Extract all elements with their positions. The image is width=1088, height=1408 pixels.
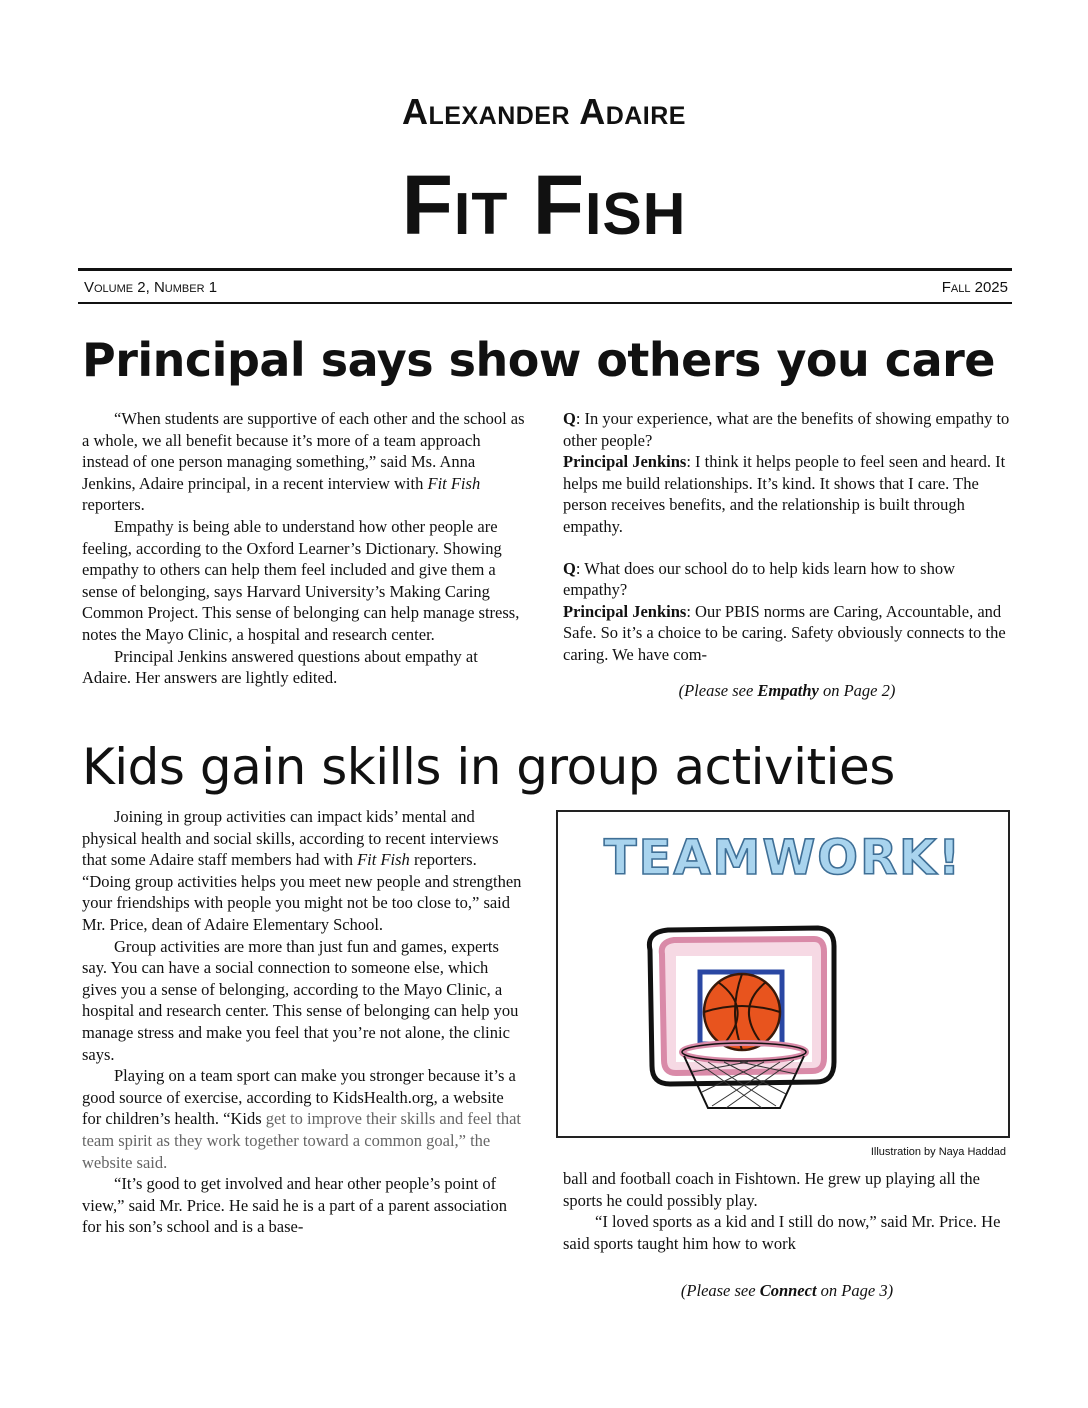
article1-paragraph: Empathy is being able to understand how other people are feeling, according to the Oxford Learner’s Dictionary. Showing empathy to others can help them feel included and give them a sense of belonging, says Harvard University’s Making Caring Common Project. This sense of belonging can help manage stress, notes the Mayo Clinic, a hospital and research center. [82, 516, 520, 644]
teamwork-illustration [556, 810, 1010, 1138]
answer-text: : Our PBIS norms are Caring, Accountable, and Safe. So it’s a choice to be caring. Safety obviously connects to the caring. We have com- [563, 601, 1006, 664]
article2-paragraph: “I loved sports as a kid and I still do now,” said Mr. Price. He said sports taught him how to work [563, 1212, 1001, 1253]
article1-right-column [563, 408, 1011, 666]
basketball-hoop-drawing [558, 812, 1008, 1136]
article2-p3-text: Playing on a team sport can make you stronger because it’s a good source of exercise, according to KidsHealth.org, a website for children’s health. “Kids [82, 1066, 516, 1129]
newsletter-title: Fit Fish [401, 158, 687, 252]
article1-p1-text: “When students are supportive of each other and the school as a whole, we all benefit because it’s more of a team approach instead of one person managing something,” said Ms. Anna Jenkins, Adaire principal, in a recent interview with [82, 409, 525, 493]
answer-label: Principal Jenkins [563, 452, 687, 472]
masthead-rule-bottom [78, 302, 1012, 304]
article1-paragraph [82, 408, 527, 516]
article2-paragraph: “It’s good to get involved and hear other people’s point of view,” said Mr. Price. He said he is a part of a parent association for his son’s school and is a base- [82, 1174, 508, 1237]
answer-text: : I think it helps people to feel seen and heard. It helps me build relationships. It’s kind. It shows that I care. The person receives benefits, and the relationship is built through empathy. [563, 452, 1006, 536]
jump-text-end: on Page 2) [818, 681, 896, 700]
article2-left-column [82, 806, 527, 1238]
jump-text: (Please see [678, 681, 758, 700]
answer-label: Principal Jenkins [563, 601, 687, 621]
q-label: Q [563, 409, 576, 428]
article2-p3-quote: get to improve their skills and feel that team spirit as they work together toward a common goal,” the website said. [82, 1109, 521, 1172]
article2-p1-text: Joining in group activities can impact kids’ mental and physical health and social skills, according to recent interviews that some Adaire staff members had with [82, 807, 499, 870]
school-name: Alexander Adaire [402, 91, 686, 132]
qa-question [563, 558, 1011, 601]
article1-paragraph: Principal Jenkins answered questions about empathy at Adaire. Her answers are lightly edited. [82, 646, 478, 688]
article1-headline: Principal says show others you care [82, 333, 995, 387]
article2-paragraph: Group activities are more than just fun and games, experts say. You can have a social connection to someone else, which gives you a sense of belonging, according to the Mayo Clinic, a hospital and research center. This sense of belonging can help you manage stress and make you feel that you’re not alone, the clinic says. [82, 936, 519, 1064]
q-text: : What does our school do to help kids learn how to show empathy? [563, 558, 955, 600]
article1-left-column [82, 408, 527, 689]
jump-text-end: on Page 3) [816, 1281, 894, 1300]
jump-text: (Please see [680, 1281, 760, 1300]
article2-right-column [563, 1168, 1011, 1254]
qa-question [563, 408, 1011, 451]
article2-headline: Kids gain skills in group activities [82, 738, 895, 796]
issue-season: Fall 2025 [941, 279, 1008, 296]
q-label: Q [563, 558, 576, 578]
volume-number: Volume 2, Number 1 [84, 279, 218, 296]
qa-answer [563, 601, 1011, 666]
jump-keyword: Connect [759, 1281, 817, 1300]
q-text: : In your experience, what are the benefits of showing empathy to other people? [563, 409, 1010, 450]
article2-continuation-note [563, 1280, 1011, 1302]
article1-p1-text-end: reporters. [82, 495, 145, 515]
article2-paragraph [82, 806, 527, 936]
teamwork-lettering: TEAMWORK! [603, 830, 963, 886]
jump-keyword: Empathy [757, 681, 819, 700]
publication-name: Fit Fish [357, 850, 410, 870]
article2-p1-text-end: reporters. “Doing group activities helps you meet new people and strengthen your friendships with people you might not be too close to,” said Mr. Price, dean of Adaire Elementary School. [82, 850, 522, 934]
qa-answer [563, 451, 1011, 537]
illustration-credit: Illustration by Naya Haddad [870, 1146, 1006, 1158]
article2-paragraph: ball and football coach in Fishtown. He grew up playing all the sports he could possibly play. [563, 1169, 980, 1210]
basketball [704, 974, 780, 1050]
article2-paragraph [82, 1065, 527, 1173]
article1-continuation-note [563, 680, 1011, 702]
masthead-rule-top [78, 268, 1012, 271]
publication-name: Fit Fish [427, 473, 481, 493]
